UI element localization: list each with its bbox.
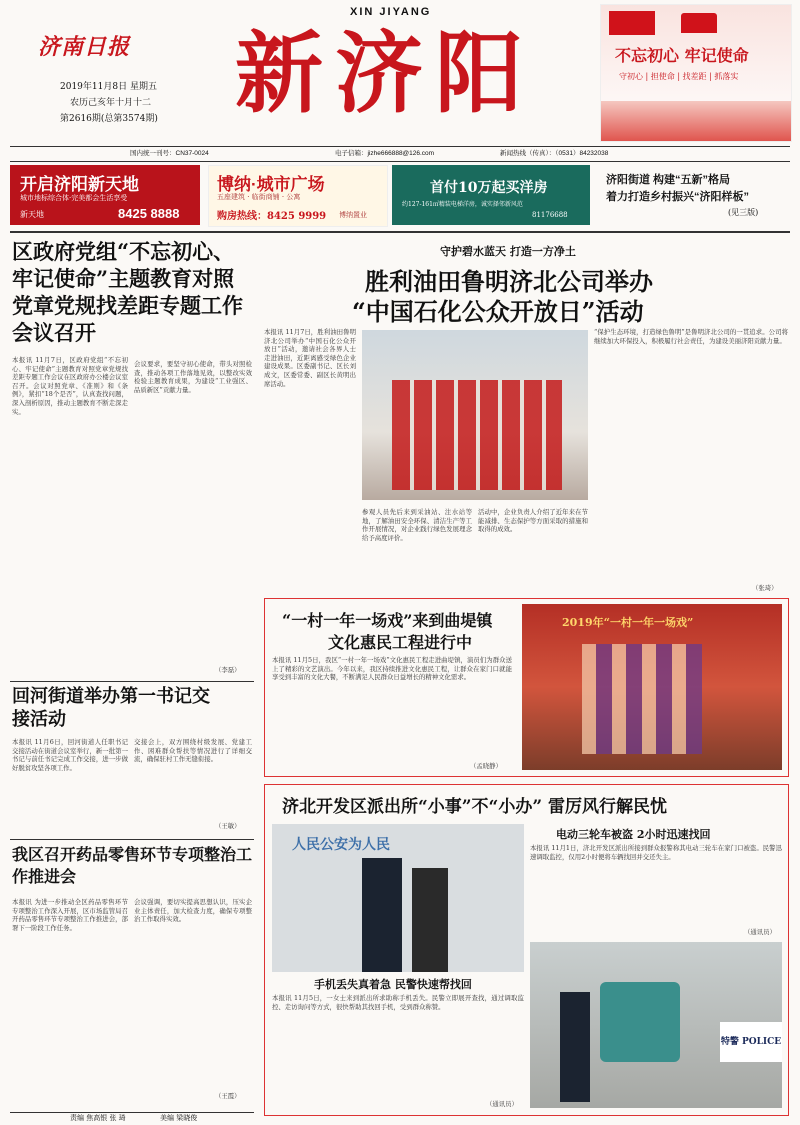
police-headline: 济北开发区派出所“小事”不“小办” 雷厉风行解民忧	[282, 797, 668, 817]
a3-col2: 会议强调，要切实提高思想认识，压实企业主体责任，加大检查力度，确保专项整治工作取得实效。	[134, 898, 252, 924]
ad-yangfang-phone: 81176688	[532, 211, 568, 219]
section-rule	[10, 231, 790, 233]
lead-photo	[362, 330, 588, 500]
a3-headline: 我区召开药品零售环节专项整治工作推进会	[12, 845, 253, 886]
ad-xintiandi-title: 开启济阳新天地	[20, 175, 139, 194]
teaser-box[interactable]	[598, 165, 790, 225]
promo-tower-icon	[681, 13, 717, 33]
lead-byline: （张琦）	[752, 584, 778, 592]
culture-headline-1: “一村一年一场戏”来到曲堤镇	[282, 611, 493, 630]
lead-headline-1: 胜利油田鲁明济北公司举办	[365, 267, 653, 296]
issue-line: 第2616期(总第3574期)	[60, 114, 158, 124]
ad-xintiandi-brand: 新天地	[20, 210, 44, 219]
info-bar	[10, 148, 790, 160]
info-rule-bottom	[10, 161, 790, 162]
ad-xintiandi-sub: 城市地标综合体·完美都会生活享受	[20, 194, 128, 202]
ad-yangfang[interactable]	[392, 165, 590, 225]
ad-yangfang-sub: 约127-161㎡精装电梯洋房，诚实择邻新风范	[402, 201, 523, 208]
police-sub1: 电动三轮车被盗 2小时迅速找回	[556, 828, 711, 841]
police-sub1-body: 本报讯 11月1日，济北开发区派出所接到群众报警称其电动三轮车在家门口被盗。民警迅速调取监控，仅用2小时便将车辆找回并交还失主。	[530, 844, 782, 861]
info-rule-top	[10, 146, 790, 147]
lead-col1: 本报讯 11月7日，胜利油田鲁明济北公司举办“中国石化公众开放日”活动，邀请社会各界人士走进油田，近距离感受绿色企业建设成果。区委副书记、区长刘成文，区委常委、副区长黄明出席活动。	[264, 328, 356, 388]
ad-bona-title: 博纳·城市广场	[217, 175, 325, 194]
footer-rule	[10, 1112, 254, 1113]
promo-title: 不忘初心 牢记使命	[615, 46, 749, 65]
paper-name: 济南日报	[38, 34, 131, 60]
a3-byline: （王霞）	[215, 1092, 241, 1100]
promo-flag	[609, 11, 655, 35]
info-cn: 国内统一刊号：CN37-0024	[130, 150, 209, 157]
a2-byline: （王敏）	[215, 822, 241, 830]
promo-skyline	[601, 101, 791, 141]
lead-col4: “保护生态环境，打造绿色鲁明”是鲁明济北公司的一贯追求。公司将继续加大环保投入，积极履行社会责任，为建设美丽济阳贡献力量。	[594, 328, 788, 345]
lead-kicker: 守护碧水蓝天 打造一方净土	[440, 245, 576, 258]
culture-byline: （孟晓静）	[470, 762, 502, 770]
a1-col2: 会议要求，要坚守初心使命，带头对照检查，推动各项工作落地见效，以整改实效检验主题教育成果，为建设“工业强区、品质新区”贡献力量。	[134, 360, 252, 394]
police-photo-1	[272, 824, 524, 972]
police-photo-2-van: 特警 POLICE	[720, 1022, 782, 1062]
ad-yangfang-title: 首付10万起买洋房	[430, 180, 548, 196]
a1-headline: 区政府党组“不忘初心、牢记使命”主题教育对照党章党规找差距专题工作会议召开	[12, 239, 243, 345]
police-sub2-body: 本报讯 11月5日，一女士来到派出所求助称手机丢失。民警立即展开查找，通过调取监控、走访询问等方式，很快帮助其找回手机，受到群众称赞。	[272, 994, 524, 1011]
ad-bona-brand: 博纳置业	[339, 211, 367, 219]
lead-headline-2: “中国石化公众开放日”活动	[352, 297, 644, 326]
lunar-line: 农历己亥年十月十二	[70, 98, 152, 108]
police-sub1-byline: （通讯员）	[744, 928, 776, 936]
police-sub2-byline: （通讯员）	[486, 1100, 518, 1108]
promo-subtitle: 守初心 | 担使命 | 找差距 | 抓落实	[619, 72, 739, 81]
promo-banner	[600, 4, 792, 142]
ad-bona-phone: 购房热线：8425 9999	[217, 211, 327, 222]
police-photo-1-woman	[412, 868, 448, 972]
masthead-pinyin: XIN JIYANG	[350, 6, 432, 18]
teaser-line2: 着力打造乡村振兴“济阳样板”	[606, 191, 749, 203]
ad-xintiandi-phone: 8425 8888	[118, 206, 180, 221]
a1-rule	[10, 681, 254, 682]
masthead-title: 新济阳	[235, 21, 536, 125]
lead-photo-people	[392, 380, 562, 490]
police-sub2: 手机丢失真着急 民警快速帮找回	[314, 978, 472, 991]
ad-bona[interactable]	[208, 165, 388, 227]
culture-photo-banner: 2019年“一村一年一场戏”	[562, 616, 694, 629]
a2-headline: 回河街道举办第一书记交接活动	[12, 686, 210, 730]
police-photo-2-officer	[560, 992, 590, 1102]
a2-col2: 交接会上，双方围绕村级发展、党建工作、困难群众帮扶等情况进行了详细交流，确保驻村工作无缝衔接。	[134, 738, 252, 764]
culture-photo	[522, 604, 782, 770]
footer-designer: 美编 梁晓俊	[160, 1114, 198, 1122]
info-email: 电子信箱：jizhe666888@126.com	[335, 150, 435, 157]
police-photo-2-tricycle	[600, 982, 680, 1062]
police-photo-1-officer	[362, 858, 402, 972]
lead-col2: 参观人员先后来到采油站、注水站等地，了解油田安全环保、清洁生产等工作开展情况，对企业践行绿色发展理念给予高度评价。	[362, 508, 472, 542]
teaser-note: (见三版)	[728, 208, 759, 217]
a1-col1: 本报讯 11月7日，区政府党组“不忘初心、牢记使命”主题教育对照党章党规找差距专题工作会议在区政府办公楼会议室召开。会议对照党章、《准则》和《条例》，紧扣“18个是否”，认真查找问题，深入剖析原因，推动主题教育不断走深走实。	[12, 356, 128, 416]
a1-byline: （李磊）	[215, 666, 241, 674]
lead-col3: 活动中，企业负责人介绍了近年来在节能减排、生态保护等方面采取的措施和取得的成效。	[478, 508, 588, 534]
culture-body: 本报讯 11月5日，我区“一村一年一场戏”文化惠民工程走进曲堤镇，演员们为群众送上了精彩的文艺演出。今年以来，我区持续推进文化惠民工程，让群众在家门口就能享受到丰富的文化大餐，不断满足人民群众日益增长的精神文化需求。	[272, 656, 512, 682]
police-photo-2	[530, 942, 782, 1108]
police-photo-1-sign: 人民公安为人民	[292, 837, 390, 853]
date-line: 2019年11月8日 星期五	[60, 82, 157, 92]
info-hotline: 新闻热线（传真）：（0531）84232038	[500, 150, 609, 157]
culture-headline-2: 文化惠民工程进行中	[328, 633, 473, 652]
ad-xintiandi[interactable]	[10, 165, 200, 225]
teaser-line1: 济阳街道 构建“五新”格局	[606, 174, 731, 186]
footer-editors: 责编 焦高银 张 琦	[70, 1114, 126, 1122]
culture-photo-performers	[582, 644, 702, 754]
a2-col1: 本报讯 11月6日，回河街道人任职书记交接活动在街道会议室举行，新一批第一书记与前任书记完成工作交接，进一步做好脱贫攻坚各项工作。	[12, 738, 128, 772]
a2-rule	[10, 839, 254, 840]
a3-col1: 本报讯 为进一步推动全区药品零售环节专项整治工作深入开展，区市场监管局召开药品零售环节专项整治工作推进会，部署下一阶段工作任务。	[12, 898, 128, 932]
ad-bona-sub: 五座建筑 · 临街商铺 · 公寓	[217, 193, 301, 201]
